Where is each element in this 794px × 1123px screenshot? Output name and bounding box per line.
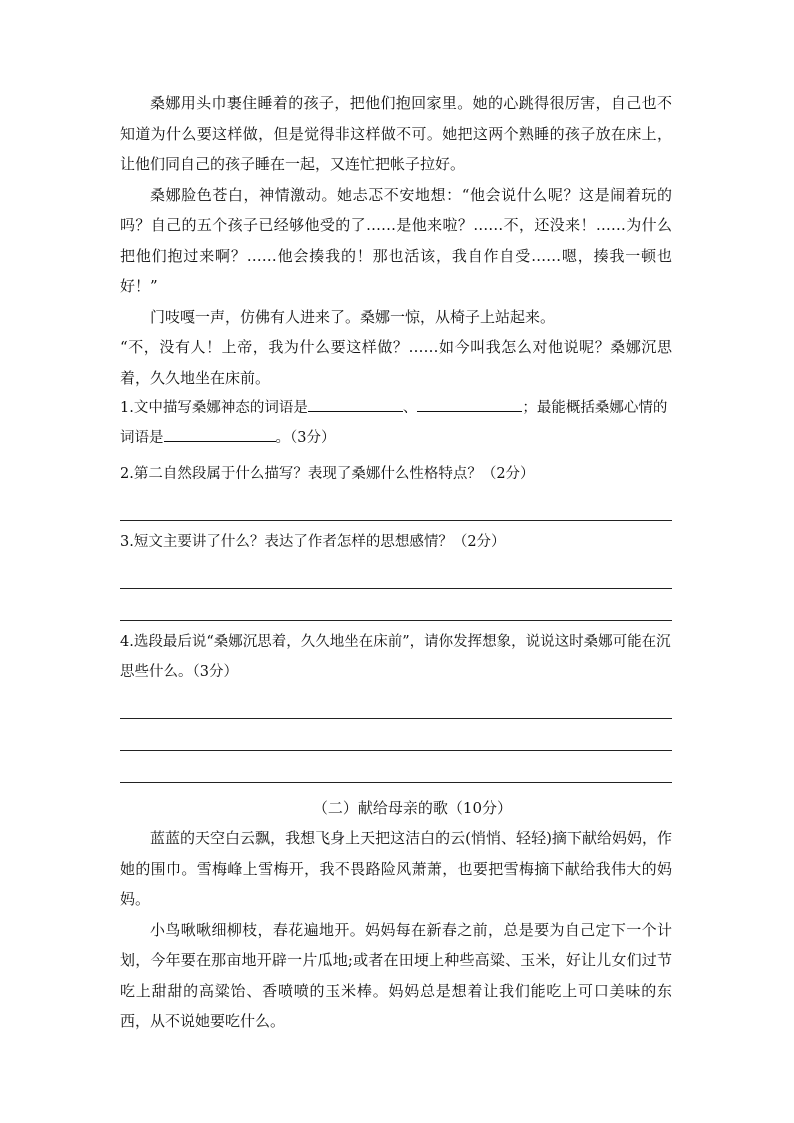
question-1: [120, 393, 672, 453]
passage1-paragraph-2: 桑娜脸色苍白，神情激动。她忐忑不安地想：“他会说什么呢？这是闹着玩的吗？自己的五个孩子已经够他受的了……是他来啦？……不，还没来！……为什么把他们抱过来啊？……他会揍我的！那也活该，我自作自受……嗯，揍我一顿也好！”: [120, 185, 672, 295]
question-2: 2.第二自然段属于什么描写？表现了桑娜什么性格特点？（2分）: [120, 466, 535, 482]
answer-blank-2[interactable]: [417, 395, 522, 412]
question-1-text-a: 1.文中描写桑娜神态的词语是: [120, 400, 308, 416]
worksheet-page: [120, 88, 672, 1037]
section-title-passage2: （二）献给母亲的歌（10分）: [312, 799, 512, 817]
passage2-paragraph-2: 小鸟啾啾细柳枝，春花遍地开。妈妈每在新春之前，总是要为自己定下一个计划，今年要在那亩地开辟一片瓜地;或者在田埂上种些高粱、玉米，好让儿女们过节吃上甜甜的高粱饴、香喷喷的玉米棒。妈妈总是想着让我们能吃上可口美味的东西，从不说她要吃什么。: [120, 920, 672, 1030]
passage1-paragraph-1: 桑娜用头巾裹住睡着的孩子，把他们抱回家里。她的心跳得很厉害，自己也不知道为什么要这样做，但是觉得非这样做不可。她把这两个熟睡的孩子放在床上，让他们同自己的孩子睡在一起，又连忙把帐子拉好。: [120, 94, 672, 173]
answer-line-q4-2[interactable]: [120, 719, 672, 751]
answer-line-q4-3[interactable]: [120, 751, 672, 783]
answer-blank-3[interactable]: [164, 425, 276, 442]
question-1-separator: 、: [402, 400, 418, 416]
answer-line-q3-1[interactable]: [120, 557, 672, 589]
answer-blank-1[interactable]: [308, 395, 403, 412]
answer-line-q2[interactable]: [120, 489, 672, 521]
question-4: 4.选段最后说“桑娜沉思着，久久地坐在床前”，请你发挥想象，说说这时桑娜可能在沉思些什么。（3分）: [120, 634, 671, 680]
question-1-text-b: ；最能概括桑娜心情的词语是: [120, 400, 668, 446]
question-3: 3.短文主要讲了什么？表达了作者怎样的思想感情？（2分）: [120, 534, 506, 550]
passage1-paragraph-3: 门吱嘎一声，仿佛有人进来了。桑娜一惊，从椅子上站起来。: [150, 307, 556, 326]
passage1-paragraph-4: “不，没有人！上帝，我为什么要这样做？……如今叫我怎么对他说呢？桑娜沉思着，久久地坐在床前。: [120, 338, 672, 387]
question-1-text-c: 。（3分）: [275, 430, 336, 446]
answer-line-q3-2[interactable]: [120, 589, 672, 621]
answer-line-q4-1[interactable]: [120, 687, 672, 719]
passage2-paragraph-1: 蓝蓝的天空白云飘，我想飞身上天把这洁白的云(悄悄、轻轻)摘下献给妈妈，作她的围巾。雪梅峰上雪梅开，我不畏路险风萧萧，也要把雪梅摘下献给我伟大的妈妈。: [120, 829, 672, 908]
